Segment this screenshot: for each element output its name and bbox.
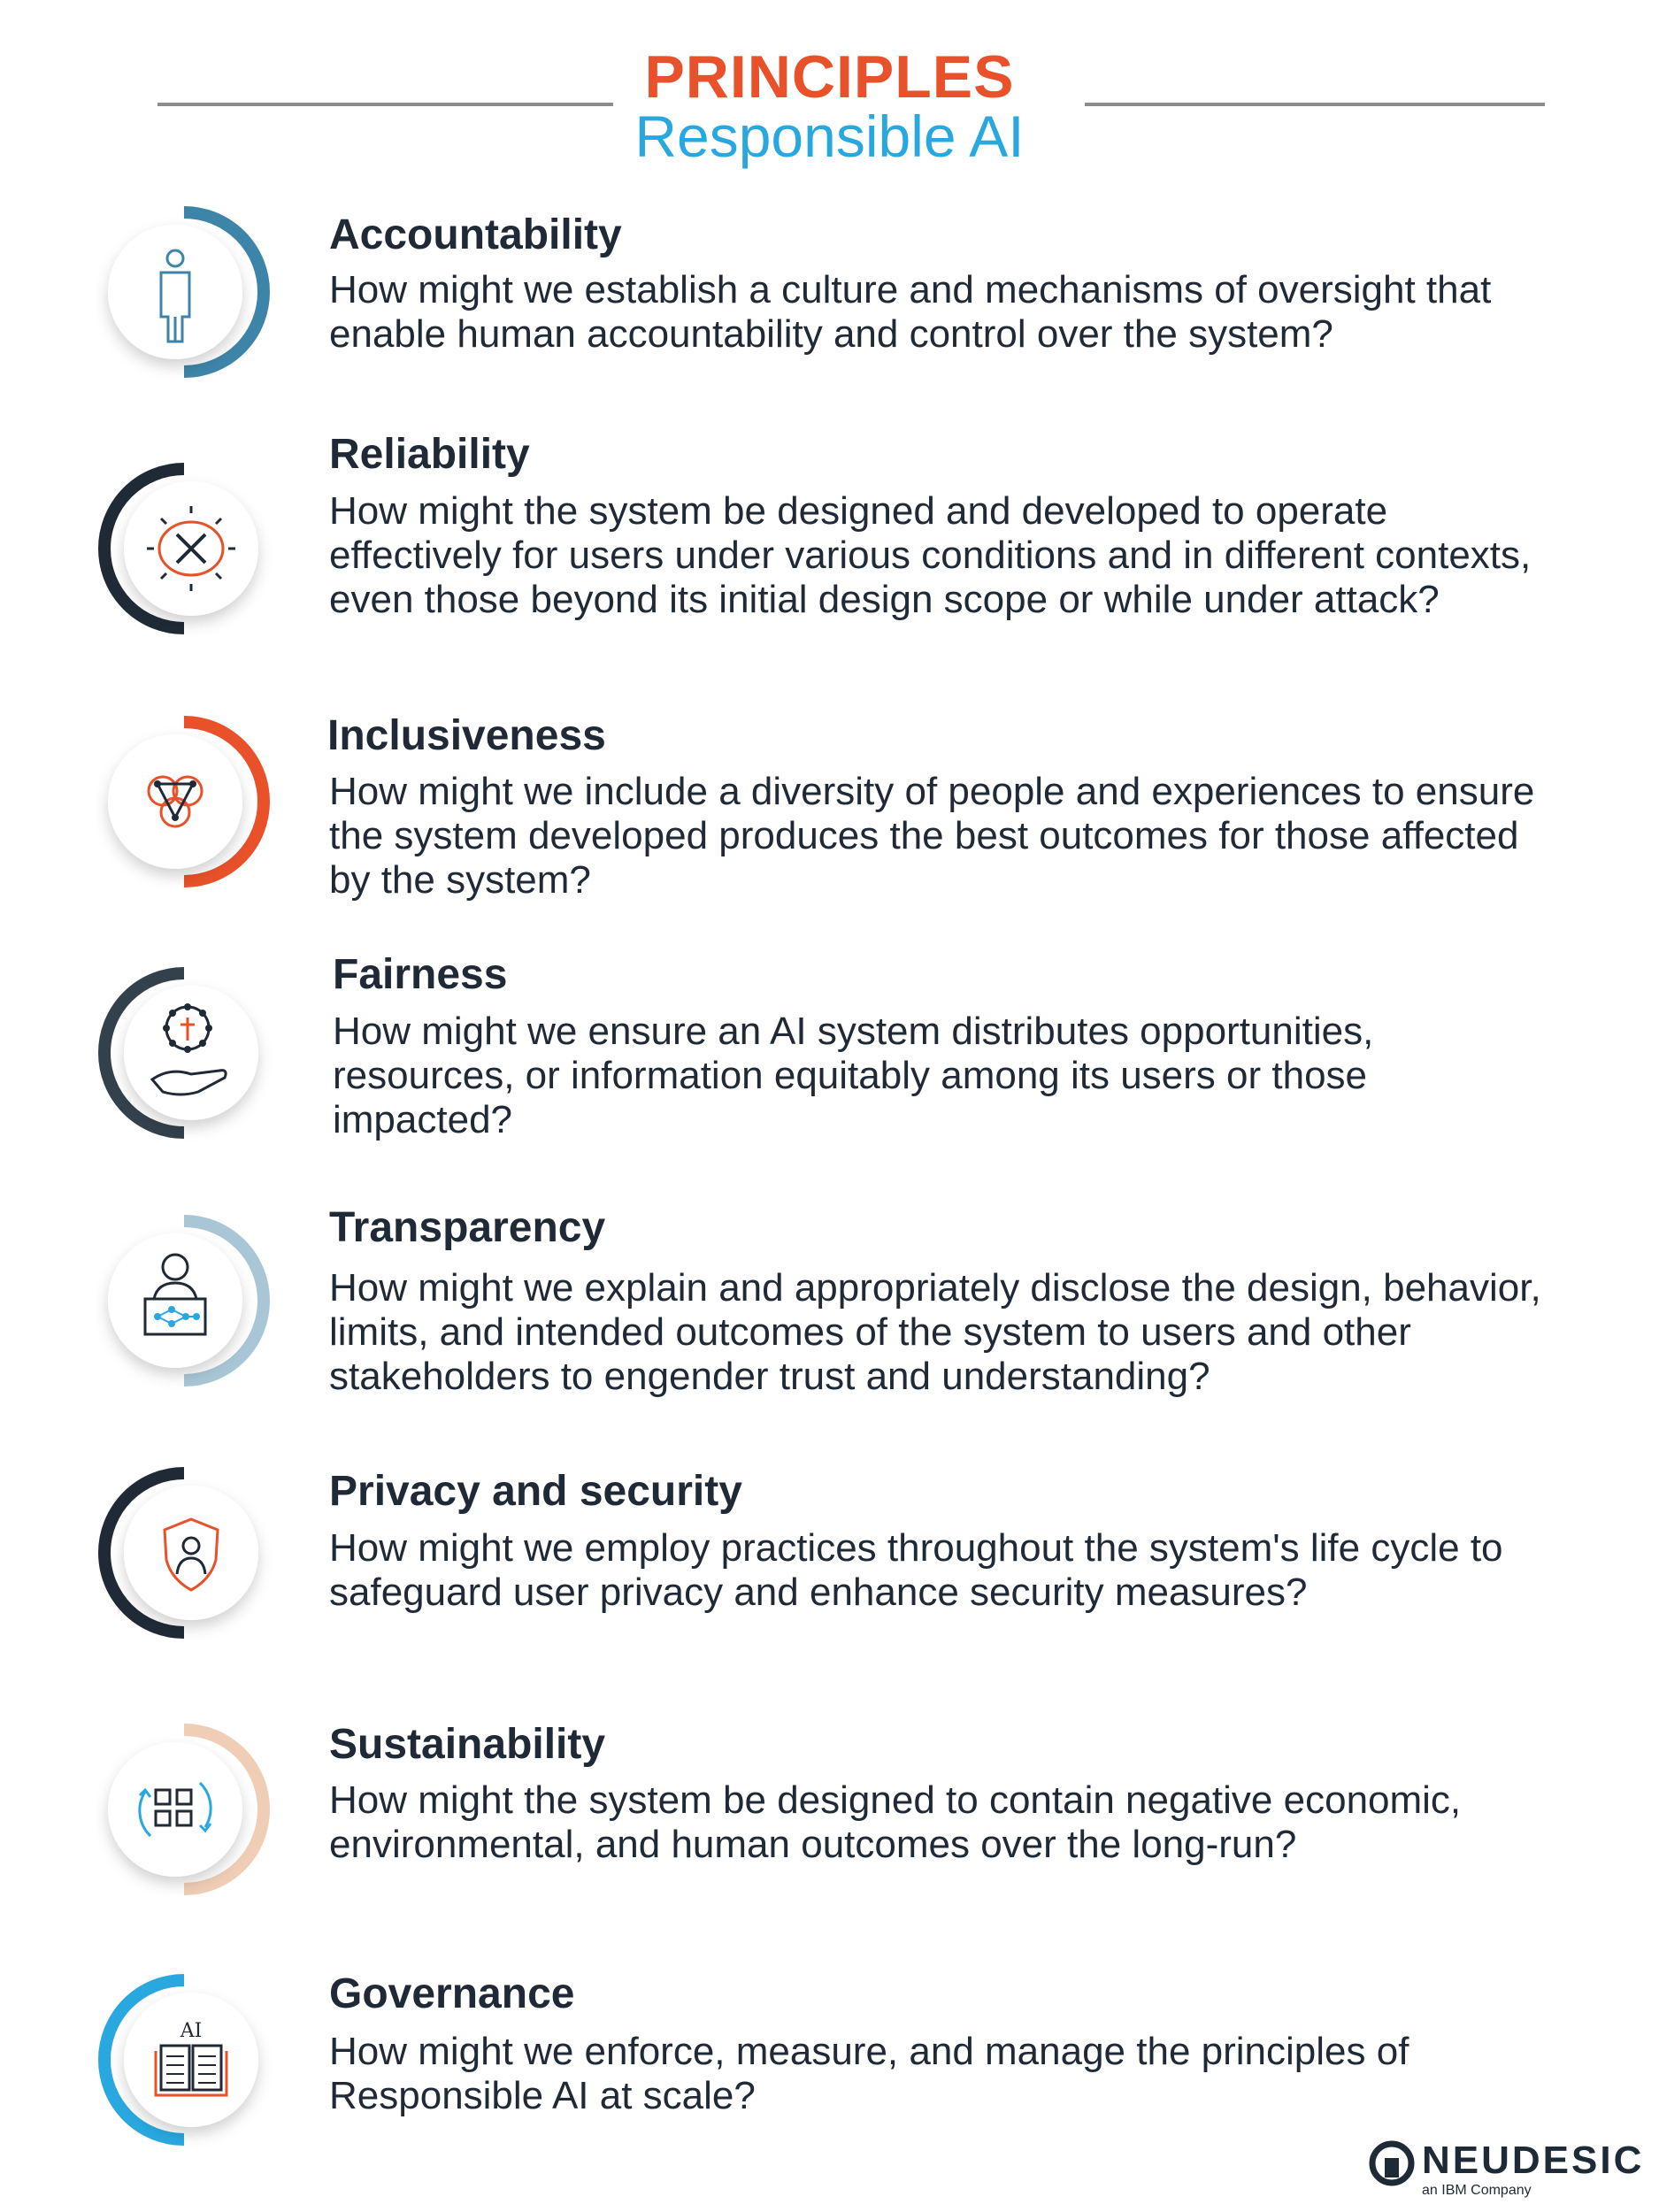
logo-tagline: an IBM Company [1422, 2183, 1532, 2198]
page-title: PRINCIPLES [644, 43, 1015, 111]
principle-description: How might we employ practices throughout the system's life cycle to safeguard user privacy and enhance security measures? [329, 1526, 1503, 1614]
svg-text:AI: AI [180, 2020, 203, 2042]
principle-description: How might we include a diversity of people and experiences to ensure the system developed produces the best outcomes for those affected by the system? [329, 770, 1535, 902]
principle-description: How might we enforce, measure, and manage the principles of Responsible AI at scale? [329, 2030, 1409, 2117]
person-board-icon [96, 1212, 273, 1389]
hand-network-icon [96, 964, 273, 1141]
principle-title: Accountability [329, 211, 622, 258]
person-icon [96, 204, 273, 380]
header [0, 35, 1659, 177]
principle-description: How might we explain and appropriately disclose the design, behavior, limits, and intended outcomes of the system to users and other stakeholders to engender trust and understanding? [329, 1266, 1541, 1398]
company-logo [1367, 2137, 1645, 2203]
principle-title: Governance [329, 1970, 575, 2017]
principle-title: Inclusiveness [327, 712, 606, 759]
logo-name: NEUDESIC [1422, 2139, 1645, 2182]
principle-title: Reliability [329, 431, 530, 478]
principle-description: How might we ensure an AI system distributes opportunities, resources, or information equitably among its users or those impacted? [333, 1010, 1374, 1141]
principle-title: Sustainability [329, 1721, 606, 1768]
principle-description: How might the system be designed and developed to operate effectively for users under various conditions and in different contexts, even those beyond its initial design scope or while under attack? [329, 489, 1532, 621]
principle-description: How might we establish a culture and mechanisms of oversight that enable human accountability and control over the system? [329, 268, 1492, 356]
principle-description: How might the system be designed to contain negative economic, environmental, and human outcomes over the long-run? [329, 1778, 1462, 1866]
shield-user-icon [96, 1464, 273, 1641]
ai-book-icon [96, 1971, 273, 2148]
brain-tools-icon [96, 460, 273, 637]
principle-title: Privacy and security [329, 1468, 742, 1515]
principle-title: Fairness [333, 951, 508, 998]
principle-title: Transparency [329, 1204, 606, 1251]
connected-circles-icon [96, 713, 273, 890]
logo-mark-icon [1369, 2140, 1415, 2186]
page-subtitle: Responsible AI [634, 104, 1025, 169]
recycle-blocks-icon [96, 1721, 273, 1898]
